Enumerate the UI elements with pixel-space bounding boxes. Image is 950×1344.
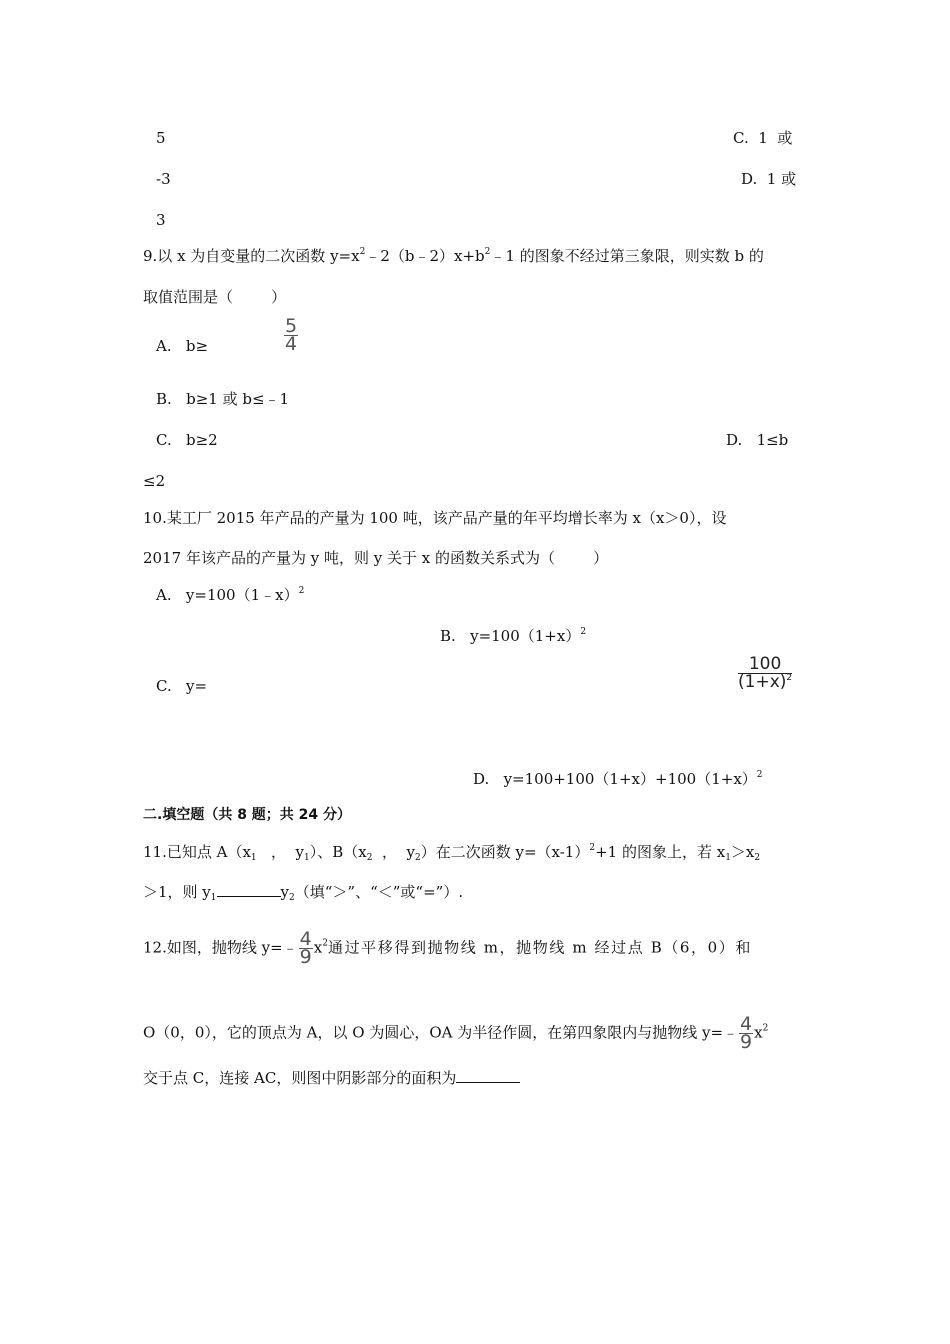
q10-option-b: B. $y=100(1+x)^2$	[440, 627, 587, 645]
q12-fraction-1: $\frac{4}{9}$	[299, 928, 312, 968]
q10-option-d: D. $y=100+100(1+x)+100(1+x)^2$	[473, 770, 763, 788]
q12-answer-blank[interactable]	[456, 1068, 520, 1083]
q9-stem-line1: 9.以 x 为自变量的二次函数 $y=x^2﹣2(b﹣2)x+b^2﹣1$ 的图象不经过第三象限，则实数 b 的	[143, 247, 764, 265]
q12-stem-line2: O（0，0），它的顶点为 A，以 O 为圆心，OA 为半径作圆，在第四象限内与抛物线 y=﹣ $\frac{4}{9}$ $x^2$	[143, 1013, 769, 1053]
q9-option-d: D. 1≤b	[726, 431, 789, 449]
prev-option-b-continuation: 5	[156, 129, 166, 147]
q10-option-c: C. y=	[156, 677, 208, 695]
prev-option-c: C. 1 或	[733, 129, 793, 147]
q9-option-c: C. b≥2	[156, 431, 218, 449]
q9-stem-line2: 取值范围是（ ）	[143, 288, 287, 306]
q10-option-a: A. y=100（1﹣x）$^2$	[156, 586, 305, 604]
prev-option-d-continuation: 3	[156, 211, 166, 229]
q11-answer-blank[interactable]	[217, 882, 281, 897]
q10-option-c-fraction: $\frac{100}{(1+x)^2}$	[738, 654, 793, 692]
q12-stem-line3: 交于点 C，连接 AC，则图中阴影部分的面积为	[143, 1068, 520, 1088]
q9-option-d-continuation: ≤2	[143, 472, 166, 490]
q9-option-b: B. b≥1 或 b≤﹣1	[156, 390, 290, 408]
q11-stem-line1: 11.已知点 $A(x_1$ ， $y_1$）、$B(x_2$ ， $y_2$）在二次函数 $y=(x-1)^2+1$ 的图象上，若 $x_1>x_2$	[143, 843, 761, 863]
q10-stem-line2: 2017 年该产品的产量为 y 吨，则 y 关于 x 的函数关系式为（ ）	[143, 549, 609, 567]
q10-stem-line1: 10.某工厂 2015 年产品的产量为 100 吨，该产品产量的年平均增长率为 x（x＞0），设	[143, 509, 727, 527]
q12-stem-line1: 12.如图，抛物线 y=﹣ $\frac{4}{9}$ $x^2$通过平移得到抛物线 m，抛物线 m 经过点 B（6，0）和	[143, 928, 752, 968]
section-title: 二.填空题（共 8 题；共 24 分）	[143, 807, 352, 823]
q9-option-a: A. b≥	[156, 337, 209, 355]
prev-option-d: D. 1 或	[741, 170, 797, 188]
q9-option-a-fraction: $\frac{5}{4}$	[285, 315, 298, 355]
prev-option-c-continuation: -3	[156, 170, 171, 188]
q11-stem-line2: ＞1，则 $y_1$ $y_2$（填“＞”、“＜”或“=”）.	[143, 883, 464, 903]
q12-fraction-2: $\frac{4}{9}$	[740, 1013, 753, 1053]
